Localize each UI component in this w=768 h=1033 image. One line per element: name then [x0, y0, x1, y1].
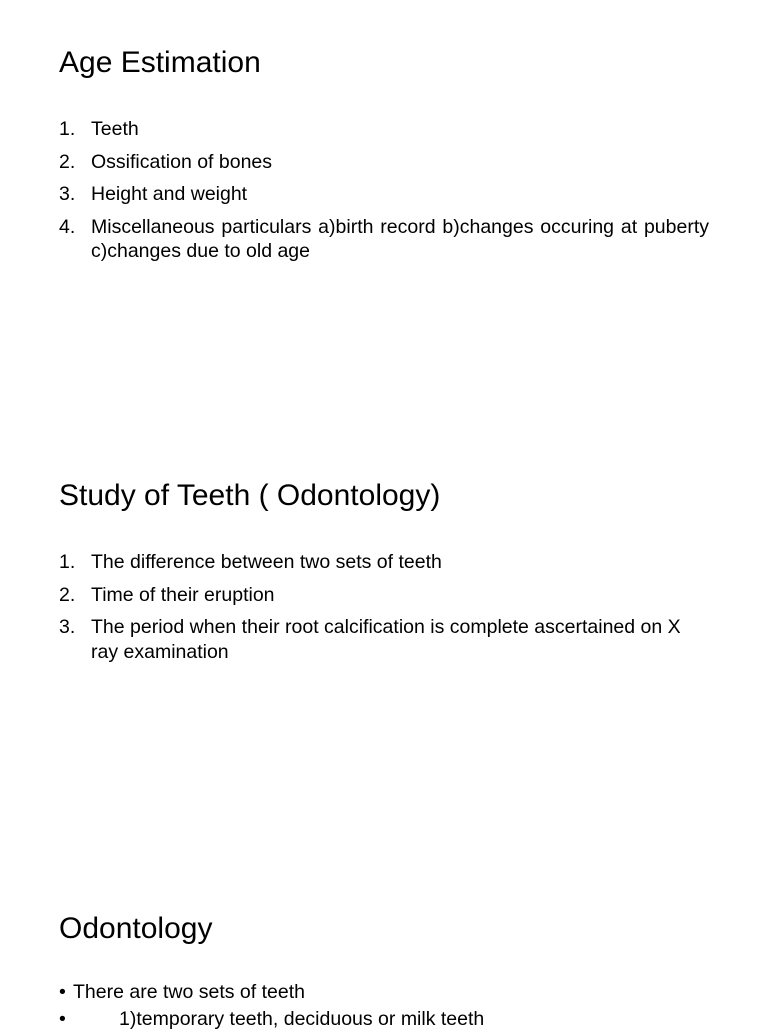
- list-item-text: The period when their root calcification is complete ascertained on X ray examination: [91, 616, 681, 663]
- bullet-icon: •: [59, 981, 66, 1003]
- bullet-icon: •: [59, 1007, 66, 1030]
- list-number: 2.: [59, 583, 76, 606]
- list-number: 3.: [59, 616, 76, 638]
- list-number: 2.: [59, 150, 76, 173]
- slide-title: Odontology: [59, 912, 213, 945]
- list-number: 1.: [59, 551, 76, 573]
- list-item-text: Height and weight: [91, 183, 248, 205]
- list-number: 4.: [59, 215, 76, 238]
- list-item-text: There are two sets of teeth: [73, 981, 305, 1003]
- list-item-text: Miscellaneous particulars a)birth record b)changes occuring at puberty c)changes due to old age: [91, 215, 709, 262]
- list-number: 3.: [59, 183, 76, 205]
- list-item-text: Ossification of bones: [91, 150, 273, 173]
- slide-title: Study of Teeth ( Odontology): [59, 479, 441, 512]
- list-item-text: The difference between two sets of teeth: [91, 551, 442, 573]
- bullet-list: [59, 980, 709, 1033]
- slide-title: Age Estimation: [59, 46, 261, 79]
- list-item: [59, 1007, 709, 1032]
- list-item-text: Teeth: [91, 118, 139, 140]
- list-item: [59, 980, 709, 1005]
- list-item-text: 1)temporary teeth, deciduous or milk teeth: [119, 1007, 485, 1030]
- list-item-text: Time of their eruption: [91, 583, 275, 606]
- list-number: 1.: [59, 118, 76, 140]
